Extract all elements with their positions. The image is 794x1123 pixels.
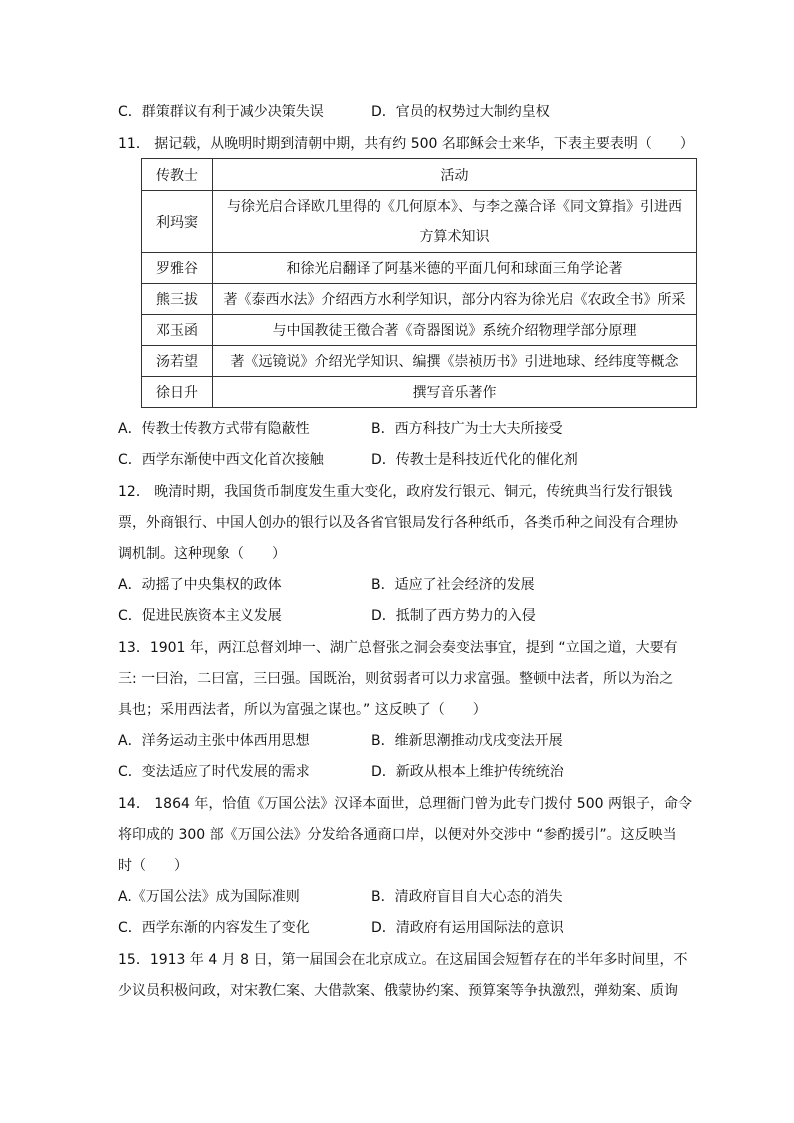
q13-line-1: 13．1901 年，两江总督刘坤一、湖广总督张之洞会奏变法事宜，提到 “立国之道，大要有 — [118, 640, 678, 656]
q12-line-3: 调机制。这种现象（ ） — [118, 546, 286, 562]
q13-option-d: D．新政从根本上维护传统统治 — [371, 764, 564, 780]
q11-option-c: C．西学东渐使中西文化首次接触 — [118, 452, 324, 468]
q11-option-b: B．西方科技广为士大夫所接受 — [371, 421, 563, 437]
missionary-activity: 著《泰西水法》介绍西方水利学知识，部分内容为徐光启《农政全书》所采 — [213, 284, 697, 315]
activity-line: 方算术知识 — [419, 228, 490, 245]
missionary-name: 利玛窦 — [142, 191, 213, 253]
table-row — [142, 284, 697, 315]
table-row — [142, 377, 697, 408]
table-row — [142, 191, 697, 253]
q12-option-a: A．动摇了中央集权的政体 — [118, 577, 282, 593]
missionary-activity — [213, 191, 697, 253]
missionary-name: 邓玉函 — [142, 315, 213, 346]
q15-line-2: 少议员积极问政，对宋教仁案、大借款案、俄蒙协约案、预算案等争执激烈，弹劾案、质询 — [118, 983, 678, 999]
q10-option-d: D．官员的权势过大制约皇权 — [371, 104, 550, 120]
table-row — [142, 253, 697, 284]
q13-line-2: 三: 一曰治，二曰富，三曰强。国既治，则贫弱者可以力求富强。整顿中法者，所以为治之 — [118, 671, 674, 687]
header-activity: 活动 — [213, 159, 697, 191]
q14-option-d: D．清政府有运用国际法的意识 — [371, 920, 564, 936]
q14-option-c: C．西学东渐的内容发生了变化 — [118, 920, 310, 936]
q12-option-c: C．促进民族资本主义发展 — [118, 608, 282, 624]
q15-line-1: 15．1913 年 4 月 8 日，第一届国会在北京成立。在这届国会短暂存在的半年多时间里，不 — [118, 952, 688, 968]
missionary-activity: 撰写音乐著作 — [213, 377, 697, 408]
q12-option-d: D．抵制了西方势力的入侵 — [371, 608, 536, 624]
table-header-row — [142, 159, 697, 191]
table-row — [142, 346, 697, 377]
q11-stem: 11． 据记载，从晚明时期到清朝中期，共有约 500 名耶稣会士来华，下表主要表明（ ） — [118, 136, 694, 152]
q13-option-c: C．变法适应了时代发展的需求 — [118, 764, 310, 780]
missionaries-table — [141, 158, 697, 408]
q14-option-a: A.《万国公法》成为国际准则 — [118, 889, 300, 905]
missionary-name: 徐日升 — [142, 377, 213, 408]
missionary-name: 汤若望 — [142, 346, 213, 377]
q10-option-c: C．群策群议有利于减少决策失误 — [118, 104, 324, 120]
q14-line-3: 时（ ） — [118, 858, 188, 874]
q11-option-a: A．传教士传教方式带有隐蔽性 — [118, 421, 310, 437]
missionary-activity: 与中国教徒王徵合著《奇器图说》系统介绍物理学部分原理 — [213, 315, 697, 346]
q12-line-2: 票，外商银行、中国人创办的银行以及各省官银局发行各种纸币，各类币种之间没有合理协 — [118, 515, 678, 531]
q12-option-b: B．适应了社会经济的发展 — [371, 577, 535, 593]
q13-option-a: A．洋务运动主张中体西用思想 — [118, 733, 310, 749]
q13-line-3: 具也；采用西法者，所以为富强之谋也。” 这反映了（ ） — [118, 702, 487, 718]
q13-option-b: B．维新思潮推动戊戌变法开展 — [371, 733, 563, 749]
table-row — [142, 315, 697, 346]
q12-line-1: 12． 晚清时期，我国货币制度发生重大变化，政府发行银元、铜元，传统典当行发行银钱 — [118, 484, 673, 500]
missionary-name: 罗雅谷 — [142, 253, 213, 284]
activity-line: 与徐光启合译欧几里得的《几何原本》、与李之藻合译《同文算指》引进西 — [227, 198, 682, 215]
header-missionary: 传教士 — [142, 159, 213, 191]
missionary-activity: 和徐光启翻译了阿基米德的平面几何和球面三角学论著 — [213, 253, 697, 284]
q14-option-b: B．清政府盲目自大心态的消失 — [371, 889, 563, 905]
q11-option-d: D．传教士是科技近代化的催化剂 — [371, 452, 578, 468]
missionary-activity: 著《远镜说》介绍光学知识、编撰《崇祯历书》引进地球、经纬度等概念 — [213, 346, 697, 377]
missionary-name: 熊三拔 — [142, 284, 213, 315]
q14-line-1: 14． 1864 年，恰值《万国公法》汉译本面世，总理衙门曾为此专门拨付 500 两银子，命令 — [118, 796, 692, 812]
q14-line-2: 将印成的 300 部《万国公法》分发给各通商口岸，以便对外交涉中 “参酌援引”。这反映当 — [118, 827, 677, 843]
